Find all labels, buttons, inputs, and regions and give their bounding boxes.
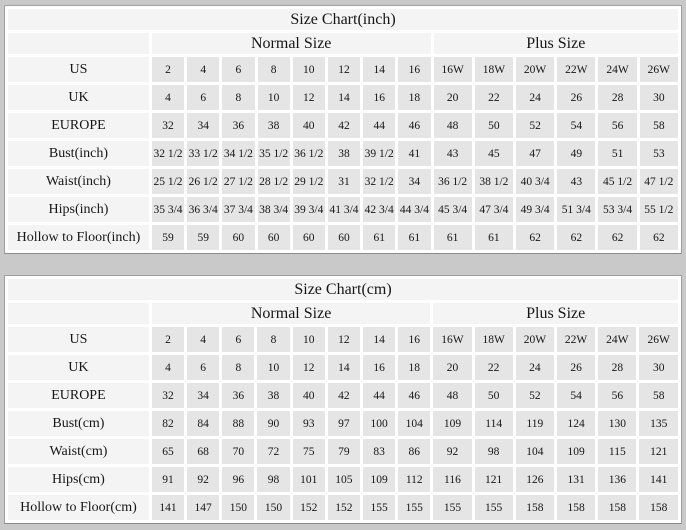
normal-size-header: Normal Size — [152, 33, 431, 54]
value-cell: 50 — [475, 113, 513, 138]
value-cell: 38 — [257, 383, 289, 408]
value-cell: 42 — [328, 113, 360, 138]
table-row — [8, 383, 678, 408]
row-label: Waist(cm) — [8, 439, 149, 464]
value-cell: 20W — [516, 327, 554, 352]
value-cell: 22 — [475, 355, 513, 380]
value-cell: 26 — [557, 85, 595, 110]
value-cell: 8 — [222, 85, 254, 110]
table-row — [8, 355, 678, 380]
value-cell: 39 1/2 — [363, 141, 395, 166]
value-cell: 16 — [398, 327, 430, 352]
value-cell: 39 3/4 — [293, 197, 325, 222]
table-row — [8, 327, 678, 352]
value-cell: 116 — [433, 467, 471, 492]
value-cell: 16 — [398, 57, 430, 82]
value-cell: 25 1/2 — [152, 169, 184, 194]
value-cell: 32 — [152, 113, 184, 138]
table-row — [8, 225, 678, 250]
value-cell: 38 — [328, 141, 360, 166]
value-cell: 48 — [434, 113, 472, 138]
value-cell: 88 — [222, 411, 254, 436]
value-cell: 34 — [187, 383, 219, 408]
value-cell: 75 — [293, 439, 325, 464]
value-cell: 6 — [222, 327, 254, 352]
value-cell: 112 — [398, 467, 430, 492]
value-cell: 34 1/2 — [222, 141, 254, 166]
value-cell: 40 — [293, 113, 325, 138]
corner-cell — [8, 33, 149, 54]
value-cell: 96 — [222, 467, 254, 492]
value-cell: 152 — [293, 495, 325, 520]
value-cell: 16W — [433, 327, 471, 352]
value-cell: 147 — [187, 495, 219, 520]
value-cell: 41 3/4 — [328, 197, 360, 222]
value-cell: 60 — [328, 225, 360, 250]
value-cell: 35 3/4 — [152, 197, 184, 222]
value-cell: 12 — [328, 327, 360, 352]
row-label: Hollow to Floor(cm) — [8, 495, 149, 520]
value-cell: 36 1/2 — [293, 141, 325, 166]
value-cell: 12 — [293, 355, 325, 380]
value-cell: 30 — [640, 85, 678, 110]
value-cell: 37 3/4 — [222, 197, 254, 222]
value-cell: 24 — [516, 85, 554, 110]
plus-size-header: Plus Size — [434, 33, 678, 54]
value-cell: 51 3/4 — [557, 197, 595, 222]
value-cell: 158 — [639, 495, 678, 520]
value-cell: 12 — [328, 57, 360, 82]
value-cell: 84 — [187, 411, 219, 436]
value-cell: 130 — [598, 411, 636, 436]
value-cell: 10 — [293, 57, 325, 82]
value-cell: 135 — [639, 411, 678, 436]
value-cell: 14 — [363, 57, 395, 82]
value-cell: 28 — [598, 85, 636, 110]
value-cell: 32 1/2 — [363, 169, 395, 194]
value-cell: 24W — [598, 57, 636, 82]
value-cell: 10 — [258, 85, 290, 110]
table-row — [8, 169, 678, 194]
value-cell: 47 3/4 — [475, 197, 513, 222]
value-cell: 55 1/2 — [640, 197, 678, 222]
row-label: Hips(inch) — [8, 197, 149, 222]
size-table — [5, 276, 681, 523]
value-cell: 98 — [475, 439, 513, 464]
table-row — [8, 57, 678, 82]
title-row — [8, 9, 678, 30]
value-cell: 22W — [557, 57, 595, 82]
value-cell: 47 1/2 — [640, 169, 678, 194]
value-cell: 29 1/2 — [293, 169, 325, 194]
table-row — [8, 197, 678, 222]
value-cell: 114 — [475, 411, 513, 436]
value-cell: 59 — [152, 225, 184, 250]
value-cell: 28 — [598, 355, 636, 380]
value-cell: 10 — [293, 327, 325, 352]
value-cell: 61 — [475, 225, 513, 250]
value-cell: 98 — [257, 467, 289, 492]
group-header-row — [8, 303, 678, 324]
table-title: Size Chart(inch) — [8, 9, 678, 30]
value-cell: 58 — [640, 113, 678, 138]
row-label: Hips(cm) — [8, 467, 149, 492]
value-cell: 56 — [598, 113, 636, 138]
value-cell: 150 — [222, 495, 254, 520]
value-cell: 104 — [516, 439, 554, 464]
value-cell: 92 — [187, 467, 219, 492]
value-cell: 61 — [398, 225, 430, 250]
table-row — [8, 495, 678, 520]
value-cell: 115 — [598, 439, 636, 464]
value-cell: 109 — [363, 467, 395, 492]
value-cell: 109 — [433, 411, 471, 436]
value-cell: 46 — [398, 383, 430, 408]
value-cell: 43 — [434, 141, 472, 166]
value-cell: 86 — [398, 439, 430, 464]
value-cell: 158 — [598, 495, 636, 520]
value-cell: 34 — [398, 169, 430, 194]
value-cell: 31 — [328, 169, 360, 194]
row-label: Waist(inch) — [8, 169, 149, 194]
value-cell: 155 — [475, 495, 513, 520]
title-row — [8, 279, 678, 300]
value-cell: 104 — [398, 411, 430, 436]
row-label: US — [8, 57, 149, 82]
value-cell: 141 — [152, 495, 184, 520]
row-label: US — [8, 327, 149, 352]
table-row — [8, 141, 678, 166]
table-row — [8, 467, 678, 492]
value-cell: 90 — [257, 411, 289, 436]
value-cell: 101 — [293, 467, 325, 492]
row-label: UK — [8, 355, 149, 380]
value-cell: 45 3/4 — [434, 197, 472, 222]
value-cell: 54 — [557, 113, 595, 138]
row-label: EUROPE — [8, 383, 149, 408]
value-cell: 158 — [557, 495, 595, 520]
value-cell: 48 — [433, 383, 471, 408]
value-cell: 2 — [152, 57, 184, 82]
value-cell: 62 — [516, 225, 554, 250]
row-label: Hollow to Floor(inch) — [8, 225, 149, 250]
value-cell: 20 — [433, 355, 471, 380]
value-cell: 14 — [328, 355, 360, 380]
value-cell: 150 — [257, 495, 289, 520]
value-cell: 6 — [187, 85, 219, 110]
value-cell: 33 1/2 — [187, 141, 219, 166]
table-row — [8, 411, 678, 436]
table-row — [8, 113, 678, 138]
value-cell: 54 — [557, 383, 595, 408]
value-cell: 10 — [257, 355, 289, 380]
value-cell: 27 1/2 — [222, 169, 254, 194]
size-table — [5, 6, 681, 253]
value-cell: 2 — [152, 327, 184, 352]
value-cell: 43 — [557, 169, 595, 194]
value-cell: 60 — [293, 225, 325, 250]
value-cell: 34 — [187, 113, 219, 138]
value-cell: 46 — [398, 113, 430, 138]
value-cell: 18 — [398, 355, 430, 380]
row-label: UK — [8, 85, 149, 110]
value-cell: 36 — [222, 113, 254, 138]
value-cell: 79 — [328, 439, 360, 464]
value-cell: 6 — [222, 57, 254, 82]
value-cell: 50 — [475, 383, 513, 408]
value-cell: 155 — [433, 495, 471, 520]
value-cell: 4 — [152, 85, 184, 110]
row-label: Bust(inch) — [8, 141, 149, 166]
value-cell: 152 — [328, 495, 360, 520]
value-cell: 82 — [152, 411, 184, 436]
value-cell: 18W — [475, 327, 513, 352]
value-cell: 28 1/2 — [258, 169, 290, 194]
value-cell: 16 — [363, 85, 395, 110]
value-cell: 45 1/2 — [598, 169, 636, 194]
value-cell: 155 — [363, 495, 395, 520]
value-cell: 93 — [293, 411, 325, 436]
value-cell: 26 — [557, 355, 595, 380]
value-cell: 6 — [187, 355, 219, 380]
value-cell: 53 — [640, 141, 678, 166]
value-cell: 126 — [516, 467, 554, 492]
value-cell: 121 — [475, 467, 513, 492]
value-cell: 38 — [258, 113, 290, 138]
table-row — [8, 439, 678, 464]
row-label: Bust(cm) — [8, 411, 149, 436]
size-chart-inch — [4, 5, 682, 254]
value-cell: 47 — [516, 141, 554, 166]
value-cell: 32 1/2 — [152, 141, 184, 166]
value-cell: 158 — [516, 495, 554, 520]
value-cell: 22W — [557, 327, 595, 352]
value-cell: 60 — [222, 225, 254, 250]
value-cell: 41 — [398, 141, 430, 166]
value-cell: 124 — [557, 411, 595, 436]
value-cell: 109 — [557, 439, 595, 464]
value-cell: 68 — [187, 439, 219, 464]
value-cell: 83 — [363, 439, 395, 464]
value-cell: 40 3/4 — [516, 169, 554, 194]
value-cell: 65 — [152, 439, 184, 464]
value-cell: 51 — [598, 141, 636, 166]
value-cell: 59 — [187, 225, 219, 250]
value-cell: 58 — [639, 383, 678, 408]
value-cell: 16W — [434, 57, 472, 82]
value-cell: 16 — [363, 355, 395, 380]
value-cell: 62 — [640, 225, 678, 250]
value-cell: 45 — [475, 141, 513, 166]
value-cell: 155 — [398, 495, 430, 520]
value-cell: 53 3/4 — [598, 197, 636, 222]
value-cell: 4 — [187, 57, 219, 82]
value-cell: 62 — [557, 225, 595, 250]
value-cell: 42 — [328, 383, 360, 408]
value-cell: 14 — [363, 327, 395, 352]
normal-size-header: Normal Size — [152, 303, 431, 324]
value-cell: 24 — [516, 355, 554, 380]
value-cell: 36 1/2 — [434, 169, 472, 194]
value-cell: 42 3/4 — [363, 197, 395, 222]
value-cell: 100 — [363, 411, 395, 436]
value-cell: 97 — [328, 411, 360, 436]
value-cell: 121 — [639, 439, 678, 464]
table-row — [8, 85, 678, 110]
value-cell: 12 — [293, 85, 325, 110]
value-cell: 22 — [475, 85, 513, 110]
value-cell: 61 — [363, 225, 395, 250]
value-cell: 131 — [557, 467, 595, 492]
size-chart-cm — [4, 275, 682, 524]
value-cell: 70 — [222, 439, 254, 464]
value-cell: 26W — [640, 57, 678, 82]
value-cell: 18W — [475, 57, 513, 82]
value-cell: 36 — [222, 383, 254, 408]
value-cell: 44 — [363, 383, 395, 408]
value-cell: 35 1/2 — [258, 141, 290, 166]
value-cell: 4 — [152, 355, 184, 380]
value-cell: 72 — [257, 439, 289, 464]
value-cell: 8 — [222, 355, 254, 380]
value-cell: 30 — [639, 355, 678, 380]
value-cell: 52 — [516, 113, 554, 138]
value-cell: 8 — [257, 327, 289, 352]
value-cell: 20W — [516, 57, 554, 82]
value-cell: 24W — [598, 327, 636, 352]
value-cell: 105 — [328, 467, 360, 492]
value-cell: 26W — [639, 327, 678, 352]
value-cell: 38 3/4 — [258, 197, 290, 222]
corner-cell — [8, 303, 149, 324]
value-cell: 44 — [363, 113, 395, 138]
value-cell: 52 — [516, 383, 554, 408]
table-title: Size Chart(cm) — [8, 279, 678, 300]
value-cell: 8 — [258, 57, 290, 82]
value-cell: 38 1/2 — [475, 169, 513, 194]
value-cell: 61 — [434, 225, 472, 250]
value-cell: 14 — [328, 85, 360, 110]
value-cell: 20 — [434, 85, 472, 110]
value-cell: 18 — [398, 85, 430, 110]
value-cell: 141 — [639, 467, 678, 492]
plus-size-header: Plus Size — [433, 303, 678, 324]
value-cell: 119 — [516, 411, 554, 436]
group-header-row — [8, 33, 678, 54]
value-cell: 56 — [598, 383, 636, 408]
row-label: EUROPE — [8, 113, 149, 138]
value-cell: 26 1/2 — [187, 169, 219, 194]
value-cell: 60 — [258, 225, 290, 250]
value-cell: 91 — [152, 467, 184, 492]
value-cell: 36 3/4 — [187, 197, 219, 222]
value-cell: 49 3/4 — [516, 197, 554, 222]
value-cell: 136 — [598, 467, 636, 492]
value-cell: 40 — [293, 383, 325, 408]
value-cell: 49 — [557, 141, 595, 166]
value-cell: 62 — [598, 225, 636, 250]
value-cell: 92 — [433, 439, 471, 464]
value-cell: 44 3/4 — [398, 197, 430, 222]
value-cell: 4 — [187, 327, 219, 352]
value-cell: 32 — [152, 383, 184, 408]
